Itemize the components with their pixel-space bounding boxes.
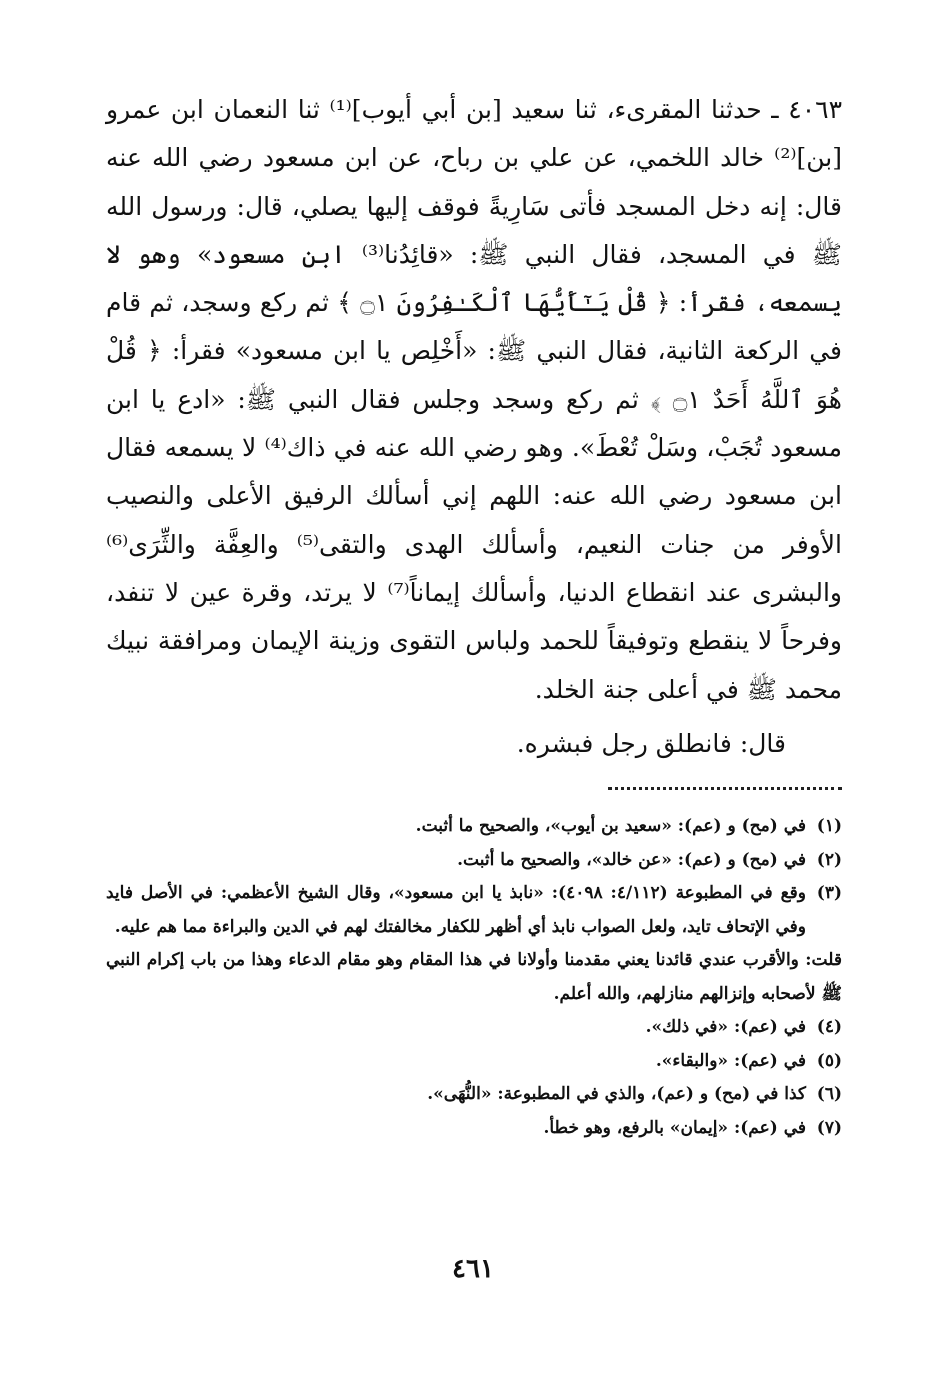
footnote-number: (١) xyxy=(816,816,842,836)
footnote-continuation-text: قلت: والأقرب عندي قائدنا يعني مقدمنا وأولانا في هذا المقام وهو مقام الدعاء وهذا من باب إكرام النبي ﷺ لأصحابه وإنزالهم منازلهم، والله أعلم. xyxy=(106,950,842,1004)
footnote-7 xyxy=(106,1112,842,1146)
footnote-5 xyxy=(106,1045,842,1079)
footnote-6 xyxy=(106,1078,842,1112)
footnote-text: وقع في المطبوعة (٤/١١٢: ٤٠٩٨): «نابذ يا ابن مسعود»، وقال الشيخ الأعظمي: في الأصل فايد وفي الإتحاف تايد، ولعل الصواب نابذ أي أظهر للكفار مخالفتك لهم في الدين والبراءة مما هم عليه. xyxy=(106,883,806,937)
footnote-text: في (عم): «إيمان» بالرفع، وهو خطأ. xyxy=(543,1117,806,1138)
footnote-1 xyxy=(106,810,842,844)
footnote-3 xyxy=(106,877,842,944)
page-number: ٤٦١ xyxy=(452,1254,494,1284)
footnote-4 xyxy=(106,1011,842,1045)
hadith-closing: قال: فانطلق رجل فبشره. xyxy=(516,728,786,758)
footnotes xyxy=(106,810,842,1145)
hadith-text xyxy=(106,86,842,768)
footnote-number: (٤) xyxy=(816,1017,842,1037)
footnote-text: في (عم): «في ذلك». xyxy=(645,1017,806,1037)
footnote-separator xyxy=(608,787,842,790)
footnote-number: (٢) xyxy=(816,849,842,870)
footnote-number: (٦) xyxy=(816,1084,842,1104)
footnote-number: (٧) xyxy=(816,1117,842,1138)
footnote-text: في (عم): «والبقاء». xyxy=(655,1050,806,1071)
footnote-3-continuation xyxy=(106,944,842,1011)
hadith-paragraph: ٤٠٦٣ ـ حدثنا المقرىء، ثنا سعيد [بن أبي أيوب]⁽¹⁾ ثنا النعمان ابن عمرو [بن]⁽²⁾ خالد اللخمي، عن علي بن رباح، عن ابن مسعود رضي الله عنه قال: إنه دخل المسجد فأتى سَارِيةً فوقف إليها يصلي، قال: ورسول الله ﷺ في المسجد، فقال النبي ﷺ: «قائِدُنا⁽³⁾ ابن مسعود» وهو لا يسمعه، فقرأ: ﴿ قُلْ يَـٰٓأَيُّهَا ٱلْكَـٰفِرُونَ ۝١ ﴾ ثم ركع وسجد، ثم قام في الركعة الثانية، فقال النبي ﷺ: «أَخْلِص يا ابن مسعود» فقرأ: ﴿ قُلْ هُوَ ٱللَّهُ أَحَدٌ ۝١ ﴾ ثم ركع وسجد وجلس فقال النبي ﷺ: «ادع يا ابن مسعود تُجَبْ، وسَلْ تُعْطَ». وهو رضي الله عنه في ذاك⁽⁴⁾ لا يسمعه فقال ابن مسعود رضي الله عنه: اللهم إني أسألك الرفيق الأعلى والنصيب الأوفر من جنات النعيم، وأسألك الهدى والتقى⁽⁵⁾ والعِفَّة والثِّرَى⁽⁶⁾ والبشرى عند انقطاع الدنيا، وأسألك إيماناً⁽⁷⁾ لا يرتد، وقرة عين لا تنفد، وفرحاً لا ينقطع وتوفيقاً للحمد ولباس التقوى وزينة الإيمان ومرافقة نبيك محمد ﷺ في أعلى جنة الخلد. xyxy=(106,95,843,704)
footnote-text: في (مح) و (عم): «عن خالد»، والصحيح ما أثبت. xyxy=(457,849,806,870)
footnote-text: كذا في (مح) و (عم)، والذي في المطبوعة: «النُّهَى». xyxy=(427,1084,806,1104)
footnote-number: (٥) xyxy=(816,1050,842,1071)
footnote-text: في (مح) و (عم): «سعيد بن أيوب»، والصحيح ما أثبت. xyxy=(415,816,806,836)
footnote-2 xyxy=(106,844,842,878)
footnote-number: (٣) xyxy=(816,883,842,903)
